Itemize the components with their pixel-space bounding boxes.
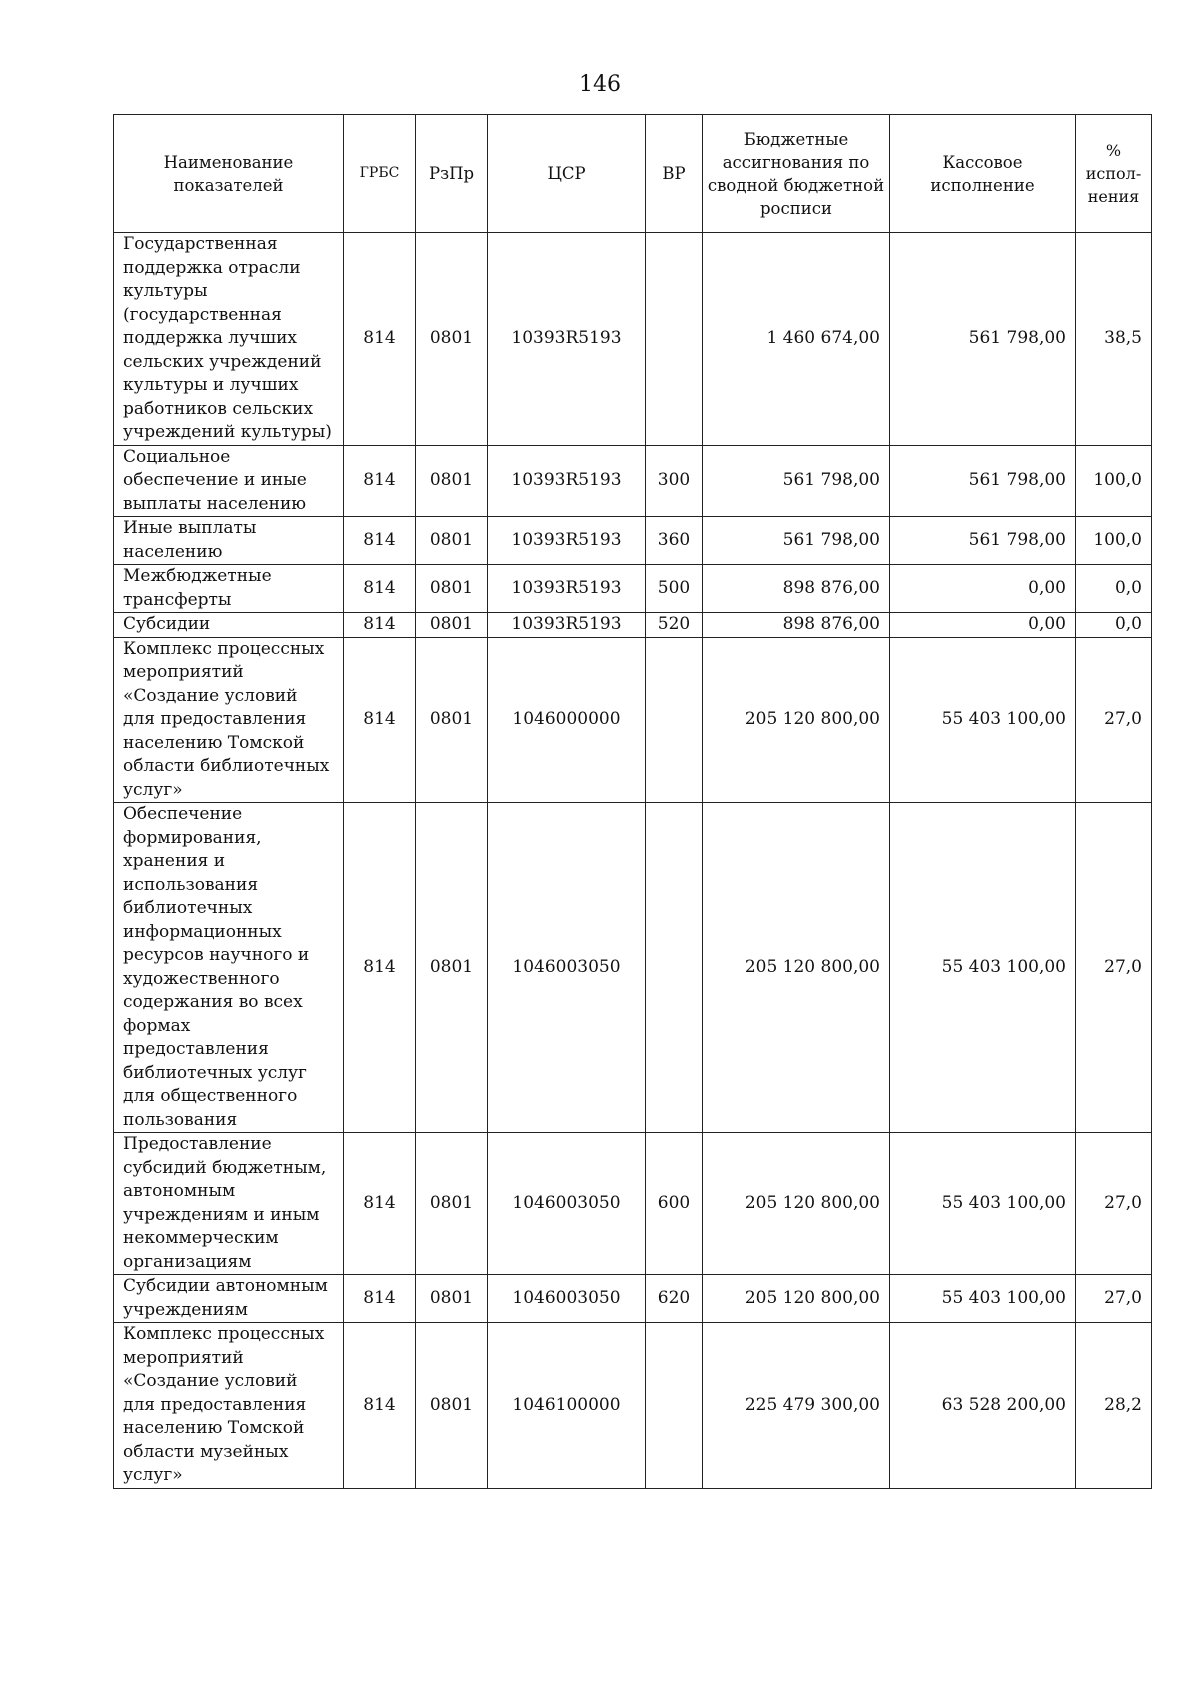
row-assignments: 898 876,00 [703, 565, 890, 613]
row-name: Иные выплаты населению [114, 517, 344, 565]
header-grbs: ГРБС [344, 115, 416, 233]
header-execution-percent: % испол- нения [1076, 115, 1152, 233]
row-csr: 10393R5193 [488, 445, 646, 517]
header-vr: ВР [646, 115, 703, 233]
row-grbs: 814 [344, 613, 416, 638]
row-assignments: 561 798,00 [703, 445, 890, 517]
row-name: Социальное обеспечение и иные выплаты населению [114, 445, 344, 517]
table-row [114, 233, 1152, 446]
row-vr: 300 [646, 445, 703, 517]
table-row [114, 445, 1152, 517]
row-assignments: 561 798,00 [703, 517, 890, 565]
row-name: Обеспечение формирования, хранения и использования библиотечных информационных ресурсов научного и художественного содержания во всех формах предоставления библиотечных услуг для общественного пользования [114, 803, 344, 1133]
row-csr: 1046000000 [488, 637, 646, 803]
row-rzpr: 0801 [416, 517, 488, 565]
row-grbs: 814 [344, 1323, 416, 1489]
row-csr: 1046003050 [488, 1275, 646, 1323]
row-cash-execution: 561 798,00 [890, 517, 1076, 565]
row-csr: 1046003050 [488, 803, 646, 1133]
row-assignments: 1 460 674,00 [703, 233, 890, 446]
row-execution-percent: 0,0 [1076, 613, 1152, 638]
header-assignments: Бюджетные ассигнования по сводной бюджетной росписи [703, 115, 890, 233]
row-vr [646, 1323, 703, 1489]
row-rzpr: 0801 [416, 565, 488, 613]
row-assignments: 898 876,00 [703, 613, 890, 638]
header-rzpr: РзПр [416, 115, 488, 233]
row-grbs: 814 [344, 1275, 416, 1323]
row-rzpr: 0801 [416, 803, 488, 1133]
row-name: Субсидии автономным учреждениям [114, 1275, 344, 1323]
row-cash-execution: 55 403 100,00 [890, 1275, 1076, 1323]
header-cash-execution: Кассовое исполнение [890, 115, 1076, 233]
header-csr: ЦСР [488, 115, 646, 233]
row-csr: 1046003050 [488, 1133, 646, 1275]
row-rzpr: 0801 [416, 1133, 488, 1275]
row-grbs: 814 [344, 637, 416, 803]
row-name: Комплекс процессных мероприятий «Создание условий для предоставления населению Томской области библиотечных услуг» [114, 637, 344, 803]
table-row [114, 565, 1152, 613]
row-csr: 1046100000 [488, 1323, 646, 1489]
table-row [114, 1133, 1152, 1275]
row-cash-execution: 561 798,00 [890, 233, 1076, 446]
row-rzpr: 0801 [416, 613, 488, 638]
row-name: Межбюджетные трансферты [114, 565, 344, 613]
row-grbs: 814 [344, 565, 416, 613]
row-cash-execution: 0,00 [890, 565, 1076, 613]
row-csr: 10393R5193 [488, 517, 646, 565]
row-vr: 520 [646, 613, 703, 638]
table-row [114, 613, 1152, 638]
row-cash-execution: 55 403 100,00 [890, 803, 1076, 1133]
row-rzpr: 0801 [416, 233, 488, 446]
table-row [114, 803, 1152, 1133]
row-cash-execution: 63 528 200,00 [890, 1323, 1076, 1489]
row-rzpr: 0801 [416, 445, 488, 517]
row-rzpr: 0801 [416, 1323, 488, 1489]
table-row [114, 1275, 1152, 1323]
row-execution-percent: 27,0 [1076, 803, 1152, 1133]
row-vr [646, 637, 703, 803]
table-row [114, 517, 1152, 565]
row-rzpr: 0801 [416, 1275, 488, 1323]
row-execution-percent: 100,0 [1076, 445, 1152, 517]
row-execution-percent: 38,5 [1076, 233, 1152, 446]
row-cash-execution: 55 403 100,00 [890, 637, 1076, 803]
row-assignments: 205 120 800,00 [703, 1133, 890, 1275]
row-assignments: 225 479 300,00 [703, 1323, 890, 1489]
table-row [114, 1323, 1152, 1489]
row-execution-percent: 0,0 [1076, 565, 1152, 613]
row-assignments: 205 120 800,00 [703, 637, 890, 803]
row-grbs: 814 [344, 803, 416, 1133]
row-execution-percent: 100,0 [1076, 517, 1152, 565]
budget-execution-table [113, 114, 1152, 1489]
row-execution-percent: 27,0 [1076, 637, 1152, 803]
row-csr: 10393R5193 [488, 613, 646, 638]
row-name: Предоставление субсидий бюджетным, автономным учреждениям и иным некоммерческим организациям [114, 1133, 344, 1275]
row-vr: 620 [646, 1275, 703, 1323]
row-name: Государственная поддержка отрасли культуры (государственная поддержка лучших сельских учреждений культуры и лучших работников сельских учреждений культуры) [114, 233, 344, 446]
row-grbs: 814 [344, 445, 416, 517]
row-grbs: 814 [344, 1133, 416, 1275]
table-header-row [114, 115, 1152, 233]
row-csr: 10393R5193 [488, 565, 646, 613]
row-csr: 10393R5193 [488, 233, 646, 446]
row-execution-percent: 27,0 [1076, 1275, 1152, 1323]
row-vr: 500 [646, 565, 703, 613]
row-name: Субсидии [114, 613, 344, 638]
row-execution-percent: 27,0 [1076, 1133, 1152, 1275]
row-vr: 600 [646, 1133, 703, 1275]
row-cash-execution: 55 403 100,00 [890, 1133, 1076, 1275]
row-assignments: 205 120 800,00 [703, 1275, 890, 1323]
table-row [114, 637, 1152, 803]
header-name: Наименование показателей [114, 115, 344, 233]
row-execution-percent: 28,2 [1076, 1323, 1152, 1489]
row-grbs: 814 [344, 233, 416, 446]
row-rzpr: 0801 [416, 637, 488, 803]
row-assignments: 205 120 800,00 [703, 803, 890, 1133]
row-vr [646, 803, 703, 1133]
row-vr: 360 [646, 517, 703, 565]
page-number: 146 [579, 72, 621, 97]
row-cash-execution: 561 798,00 [890, 445, 1076, 517]
row-cash-execution: 0,00 [890, 613, 1076, 638]
row-name: Комплекс процессных мероприятий «Создание условий для предоставления населению Томской области музейных услуг» [114, 1323, 344, 1489]
row-vr [646, 233, 703, 446]
row-grbs: 814 [344, 517, 416, 565]
